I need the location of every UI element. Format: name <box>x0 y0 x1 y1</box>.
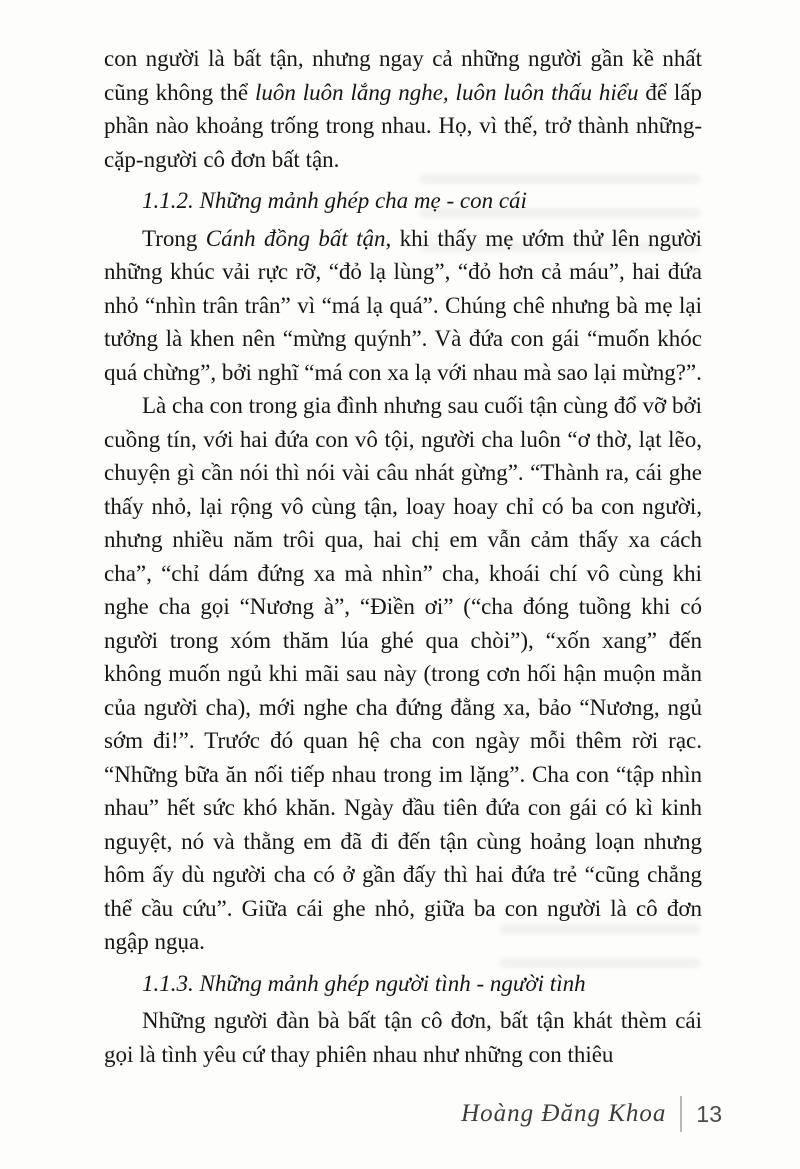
page-number: 13 <box>696 1100 722 1127</box>
paragraph: Những người đàn bà bất tận cô đơn, bất tận khát thèm cái gọi là tình yêu cứ thay phiên nhau như những con thiêu <box>104 1008 702 1067</box>
paragraph: con người là bất tận, nhưng ngay cả những người gần kề nhất cũng không thể luôn luôn lắng nghe, luôn luôn thấu hiểu để lấp phần nào khoảng trống trong nhau. Họ, vì thế, trở thành những-cặp-người cô đơn bất tận. <box>104 46 703 172</box>
section-heading: 1.1.3. Những mảnh ghép người tình - người tình <box>142 970 586 996</box>
paragraph: Trong Cánh đồng bất tận, khi thấy mẹ ướm thử lên người những khúc vải rực rỡ, “đỏ lạ lùng”, “đỏ hơn cả máu”, hai đứa nhỏ “nhìn trân trân” vì “má lạ quá”. Chúng chê nhưng bà mẹ lại tưởng là khen nên “mừng quýnh”. Và đứa con gái “muốn khóc quá chừng”, bởi nghĩ “má con xa lạ với nhau mà sao lại mừng?”. <box>104 225 702 385</box>
author-name: Hoàng Đăng Khoa <box>461 1100 667 1127</box>
footer-divider <box>680 1096 682 1132</box>
page-footer <box>461 1096 722 1132</box>
page-body <box>104 42 702 1071</box>
section-heading: 1.1.2. Những mảnh ghép cha mẹ - con cái <box>142 188 527 213</box>
paragraph: Là cha con trong gia đình nhưng sau cuối tận cùng đổ vỡ bởi cuồng tín, với hai đứa con vô tội, người cha luôn “ơ thờ, lạt lẽo, chuyện gì cần nói thì nói vài câu nhát gừng”. “Thành ra, cái ghe thấy nhỏ, lại rộng vô cùng tận, loay hoay chỉ có ba con người, nhưng nhiều năm trôi qua, hai chị em vẫn cảm thấy xa cách cha”, “chỉ dám đứng xa mà nhìn” cha, khoái chí vô cùng khi nghe cha gọi “Nương à”, “Điền ơi” (“cha đóng tuồng khi có người trong xóm thăm lúa ghé qua chòi”), “xốn xang” đến không muốn ngủ khi mãi sau này (trong cơn hối hận muộn mằn của người cha), mới nghe cha đứng đằng xa, bảo “Nương, ngủ sớm đi!”. Trước đó quan hệ cha con ngày mỗi thêm rời rạc. “Những bữa ăn nối tiếp nhau trong im lặng”. Cha con “tập nhìn nhau” hết sức khó khăn. Ngày đầu tiên đứa con gái có kì kinh nguyệt, nó và thằng em đã đi đến tận cùng hoảng loạn nhưng hôm ấy dù người cha có ở gần đấy thì hai đứa trẻ “cũng chẳng thể cầu cứu”. Giữa cái ghe nhỏ, giữa ba con người là cô đơn ngập ngụa. <box>104 393 702 954</box>
